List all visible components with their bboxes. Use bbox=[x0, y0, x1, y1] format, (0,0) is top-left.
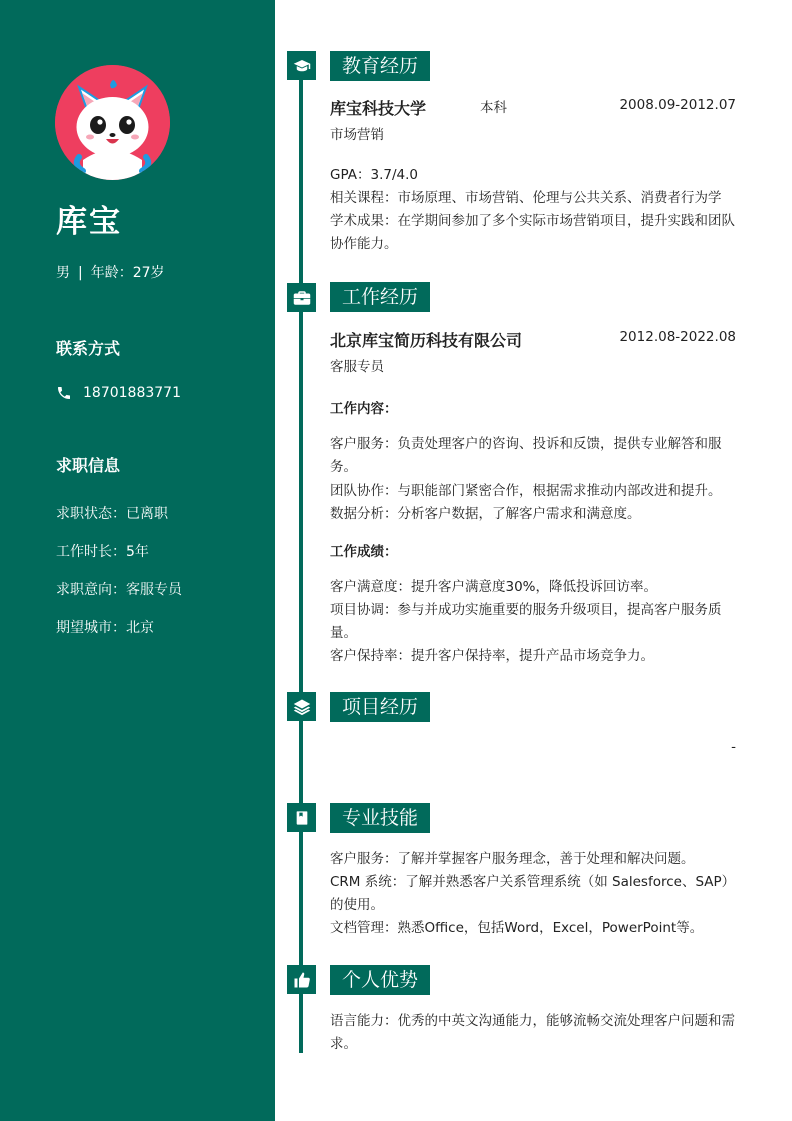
work-content-item: 数据分析：分析客户数据，了解客户需求和满意度。 bbox=[330, 506, 641, 522]
work-results-title: 工作成绩： bbox=[330, 544, 398, 560]
contact-title: 联系方式 bbox=[56, 339, 121, 358]
info-separator: | bbox=[78, 265, 83, 281]
academic-achievements: 学术成果：在学期间参加了多个实际市场营销项目，提升实践和团队协作能力。 bbox=[330, 213, 735, 252]
education-period: 2008.09-2012.07 bbox=[619, 97, 736, 113]
project-title: 项目经历 bbox=[330, 692, 430, 722]
job-info-title: 求职信息 bbox=[56, 456, 121, 475]
education-title: 教育经历 bbox=[330, 51, 430, 81]
courses: 相关课程：市场原理、市场营销、伦理与公共关系、消费者行为学 bbox=[330, 190, 722, 206]
phone-row bbox=[56, 385, 181, 401]
skill-item: 文档管理：熟悉Office，包括Word，Excel，PowerPoint等。 bbox=[330, 920, 704, 936]
work-content-item: 团队协作：与职能部门紧密合作，根据需求推动内部改进和提升。 bbox=[330, 483, 722, 499]
gender: 男 bbox=[56, 265, 70, 281]
position: 客服专员 bbox=[330, 359, 384, 375]
phone-number: 18701883771 bbox=[83, 385, 181, 401]
advantage-item: 语言能力：优秀的中英文沟通能力，能够流畅交流处理客户问题和需求。 bbox=[330, 1013, 735, 1052]
work-content-item: 客户服务：负责处理客户的咨询、投诉和反馈，提供专业解答和服务。 bbox=[330, 436, 722, 475]
main-content bbox=[275, 0, 792, 1121]
job-status: 求职状态：已离职 bbox=[56, 506, 168, 522]
candidate-name: 库宝 bbox=[56, 204, 122, 240]
company-name: 北京库宝简历科技有限公司 bbox=[330, 331, 523, 350]
layers-icon bbox=[287, 692, 316, 721]
job-intention: 求职意向：客服专员 bbox=[56, 582, 182, 598]
thumbs-up-icon bbox=[287, 965, 316, 994]
book-icon bbox=[287, 803, 316, 832]
work-title: 工作经历 bbox=[330, 282, 430, 312]
work-period: 2012.08-2022.08 bbox=[619, 329, 736, 345]
work-content-title: 工作内容： bbox=[330, 401, 398, 417]
basic-info bbox=[56, 262, 165, 282]
graduation-cap-icon bbox=[287, 51, 316, 80]
work-result-item: 客户保持率：提升客户保持率，提升产品市场竞争力。 bbox=[330, 648, 654, 664]
advantages-title: 个人优势 bbox=[330, 965, 430, 995]
timeline-line bbox=[299, 56, 303, 1053]
skills-title: 专业技能 bbox=[330, 803, 430, 833]
age: 年龄：27岁 bbox=[90, 265, 165, 281]
work-result-item: 项目协调：参与并成功实施重要的服务升级项目，提高客户服务质量。 bbox=[330, 602, 722, 641]
gpa: GPA：3.7/4.0 bbox=[330, 167, 418, 183]
major: 市场营销 bbox=[330, 127, 384, 143]
school-name: 库宝科技大学 bbox=[330, 99, 427, 118]
briefcase-icon bbox=[287, 283, 316, 312]
skill-item: CRM 系统：了解并熟悉客户关系管理系统（如 Salesforce、SAP）的使用。 bbox=[330, 874, 736, 913]
phone-icon bbox=[56, 385, 72, 401]
skill-item: 客户服务：了解并掌握客户服务理念，善于处理和解决问题。 bbox=[330, 851, 695, 867]
cat-mascot-icon bbox=[55, 65, 170, 180]
job-duration: 工作时长：5年 bbox=[56, 544, 149, 560]
work-result-item: 客户满意度：提升客户满意度30%，降低投诉回访率。 bbox=[330, 579, 658, 595]
project-period: - bbox=[731, 739, 736, 755]
job-city: 期望城市：北京 bbox=[56, 620, 154, 636]
degree: 本科 bbox=[480, 100, 507, 116]
sidebar bbox=[0, 0, 275, 1121]
avatar bbox=[55, 65, 170, 180]
